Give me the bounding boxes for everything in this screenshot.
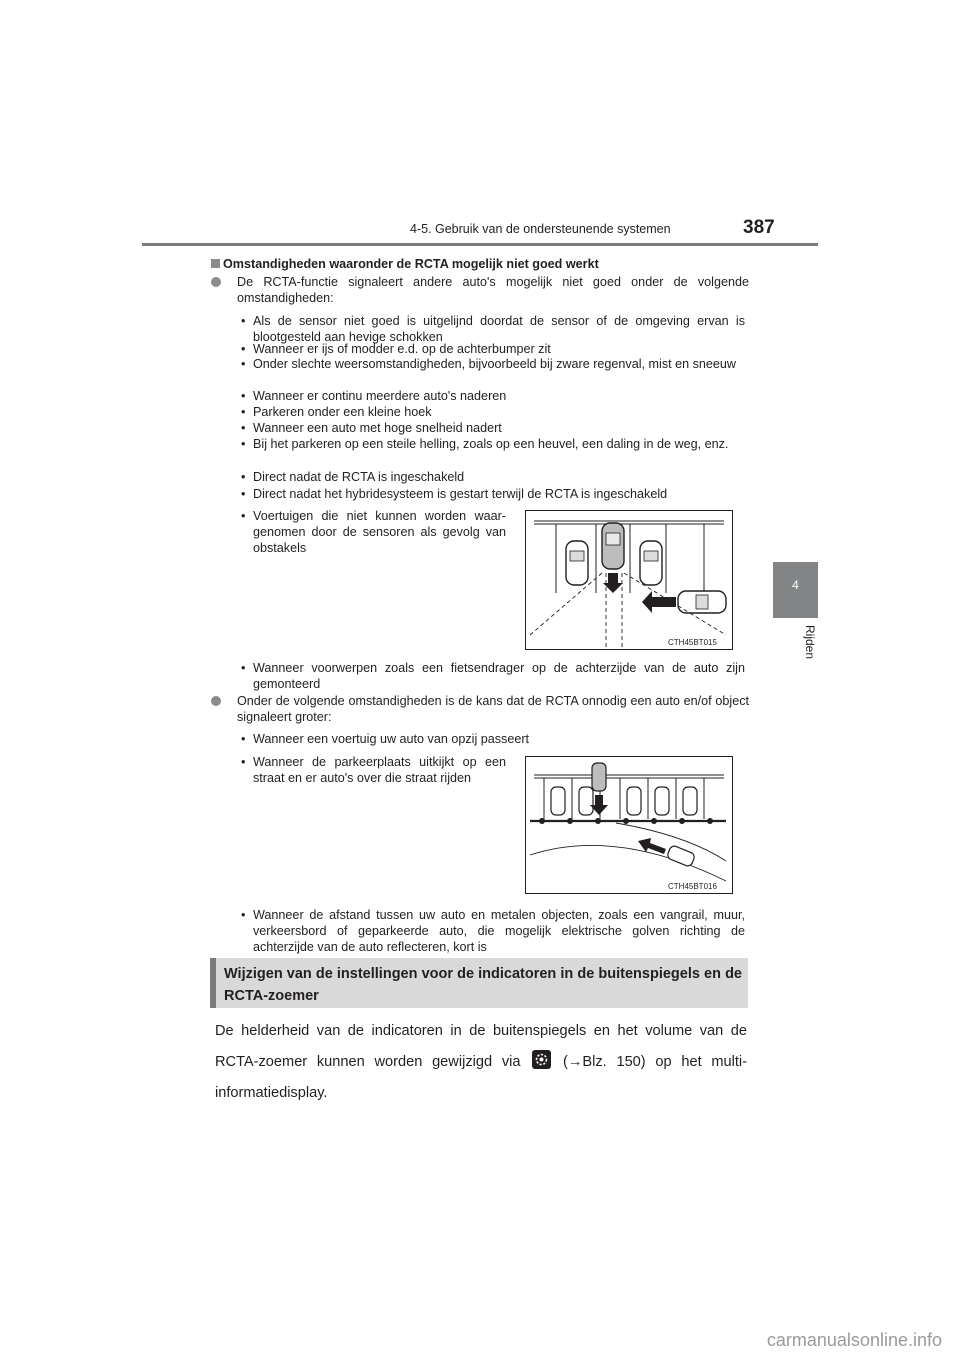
list-item: • Direct nadat het hybridesysteem is gestart terwijl de RCTA is ingeschakeld (241, 487, 668, 501)
list-item: • Onder slechte weersomstandigheden, bijvoorbeeld bij zware regenval, mist en sneeuw (241, 357, 737, 371)
figure-obstacles (525, 510, 733, 650)
watermark: carmanualsonline.info (766, 1330, 942, 1350)
list-item: • Wanneer een voertuig uw auto van opzij passeert (241, 732, 530, 746)
square-bullet-icon (211, 259, 220, 268)
figure-street (525, 756, 733, 894)
header-rule (142, 243, 818, 246)
circle-bullet-icon (211, 696, 221, 706)
chapter-tab: 4 (773, 562, 818, 618)
circle-bullet-icon (211, 277, 221, 287)
list-item: • Direct nadat de RCTA is ingeschakeld (241, 470, 465, 484)
list-item: • Wanneer de afstand tussen uw auto en metalen objecten, zoals een vangrail, muur, verkeersbord of geparkeerde auto, die mogelijk elektrische golven richting de achterzijde van de auto reflecteren, kort is (241, 908, 745, 954)
list-item: • Als de sensor niet goed is uitgelijnd doordat de sensor of de omgeving ervan is blootgesteld aan hevige schokken (241, 314, 745, 344)
list-item: • Wanneer een auto met hoge snelheid nadert (241, 421, 502, 435)
parking-obstacle-illustration (526, 511, 732, 649)
list-item: • Wanneer de parkeerplaats uitkijkt op een straat en er auto's over die straat rijden (241, 755, 506, 785)
parking-street-illustration (526, 757, 732, 893)
page-number: 387 (743, 217, 775, 238)
figure-code: CTH45BT015 (668, 638, 717, 647)
list-item: • Parkeren onder een kleine hoek (241, 405, 432, 419)
list-item: • Wanneer er continu meerdere auto's naderen (241, 389, 507, 403)
section-title: 4-5. Gebruik van de ondersteunende systemen (410, 222, 671, 236)
section-heading: Wijzigen van de instellingen voor de indicatoren in de buitenspiegels en de RCTA-zoemer (224, 966, 742, 1004)
section-banner-accent (210, 958, 216, 1008)
bullet-two-intro: Onder de volgende omstandigheden is de kans dat de RCTA onnodig een auto en/of object signaleert groter: (237, 694, 749, 724)
chapter-label: Rijden (803, 625, 817, 660)
bullet-two (211, 693, 749, 725)
list-item: • Bij het parkeren op een steile helling, zoals op een heuvel, een daling in de weg, enz. (241, 437, 729, 451)
subheading: Omstandigheden waaronder de RCTA mogelijk niet goed werkt (211, 256, 751, 272)
bullet-one (211, 274, 749, 306)
settings-paragraph: De helderheid van de indicatoren in de buitenspiegels en het volume van de RCTA-zoemer kunnen worden gewijzigd via (→Blz. 150) op het multi-informatiedisplay. (215, 1023, 748, 1101)
list-item: • Wanneer er ijs of modder e.d. op de achterbumper zit (241, 342, 551, 356)
bullet-one-intro: De RCTA-functie signaleert andere auto's mogelijk niet goed onder de volgende omstandigheden: (237, 275, 749, 305)
list-item: • Voertuigen die niet kunnen worden waar-genomen door de sensoren als gevolg van obstakels (241, 509, 506, 555)
gear-icon (532, 1050, 551, 1069)
figure-code: CTH45BT016 (668, 882, 717, 891)
list-item: • Wanneer voorwerpen zoals een fietsendrager op de achterzijde van de auto zijn gemonteerd (241, 661, 745, 691)
